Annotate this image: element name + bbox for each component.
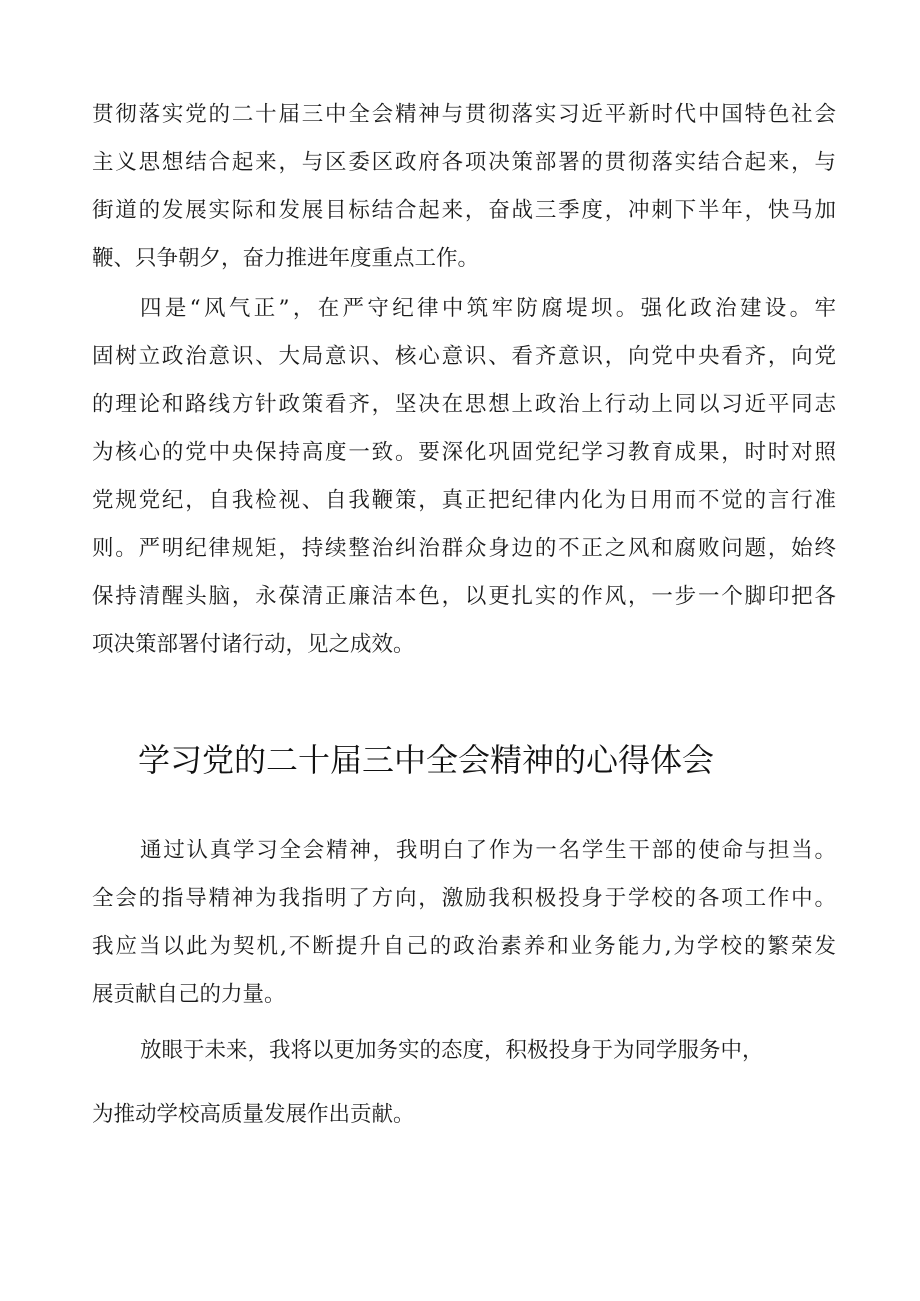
paragraph-line: 展贡献自己的力量。 <box>92 982 286 1007</box>
paragraph-line: 街道的发展实际和发展目标结合起来，奋战三季度，冲刺下半年，快马加 <box>92 198 836 223</box>
paragraph-line: 我应当以此为契机,不断提升自己的政治素养和业务能力,为学校的繁荣发 <box>92 934 836 959</box>
paragraph-line: 则。严明纪律规矩，持续整治纠治群众身边的不正之风和腐败问题，始终 <box>92 536 836 561</box>
paragraph-line: 固树立政治意识、大局意识、核心意识、看齐意识，向党中央看齐，向党 <box>92 344 836 369</box>
paragraph-line: 项决策部署付诸行动，见之成效。 <box>92 632 415 657</box>
paragraph-line: 主义思想结合起来，与区委区政府各项决策部署的贯彻落实结合起来，与 <box>92 150 836 175</box>
paragraph-line: 放眼于未来，我将以更加务实的态度，积极投身于为同学服务中， <box>140 1038 764 1063</box>
paragraph-line: 通过认真学习全会精神，我明白了作为一名学生干部的使命与担当。 <box>140 838 836 863</box>
paragraph-line: 的理论和路线方针政策看齐，坚决在思想上政治上行动上同以习近平同志 <box>92 392 836 417</box>
paragraph-line: 党规党纪，自我检视、自我鞭策，真正把纪律内化为日用而不觉的言行准 <box>92 488 836 513</box>
paragraph-line: 保持清醒头脑，永葆清正廉洁本色，以更扎实的作风，一步一个脚印把各 <box>92 584 836 609</box>
paragraph-line: 全会的指导精神为我指明了方向，激励我积极投身于学校的各项工作中。 <box>92 886 836 911</box>
paragraph-line: 鞭、只争朝夕，奋力推进年度重点工作。 <box>92 246 480 271</box>
paragraph-line: 为核心的党中央保持高度一致。要深化巩固党纪学习教育成果，时时对照 <box>92 440 836 465</box>
article-heading: 学习党的二十届三中全会精神的心得体会 <box>138 741 715 779</box>
paragraph-line: 四是“风气正”，在严守纪律中筑牢防腐堤坝。强化政治建设。牢 <box>140 296 836 321</box>
paragraph-line: 贯彻落实党的二十届三中全会精神与贯彻落实习近平新时代中国特色社会 <box>92 102 836 127</box>
paragraph-line: 为推动学校高质量发展作出贡献。 <box>92 1102 415 1127</box>
